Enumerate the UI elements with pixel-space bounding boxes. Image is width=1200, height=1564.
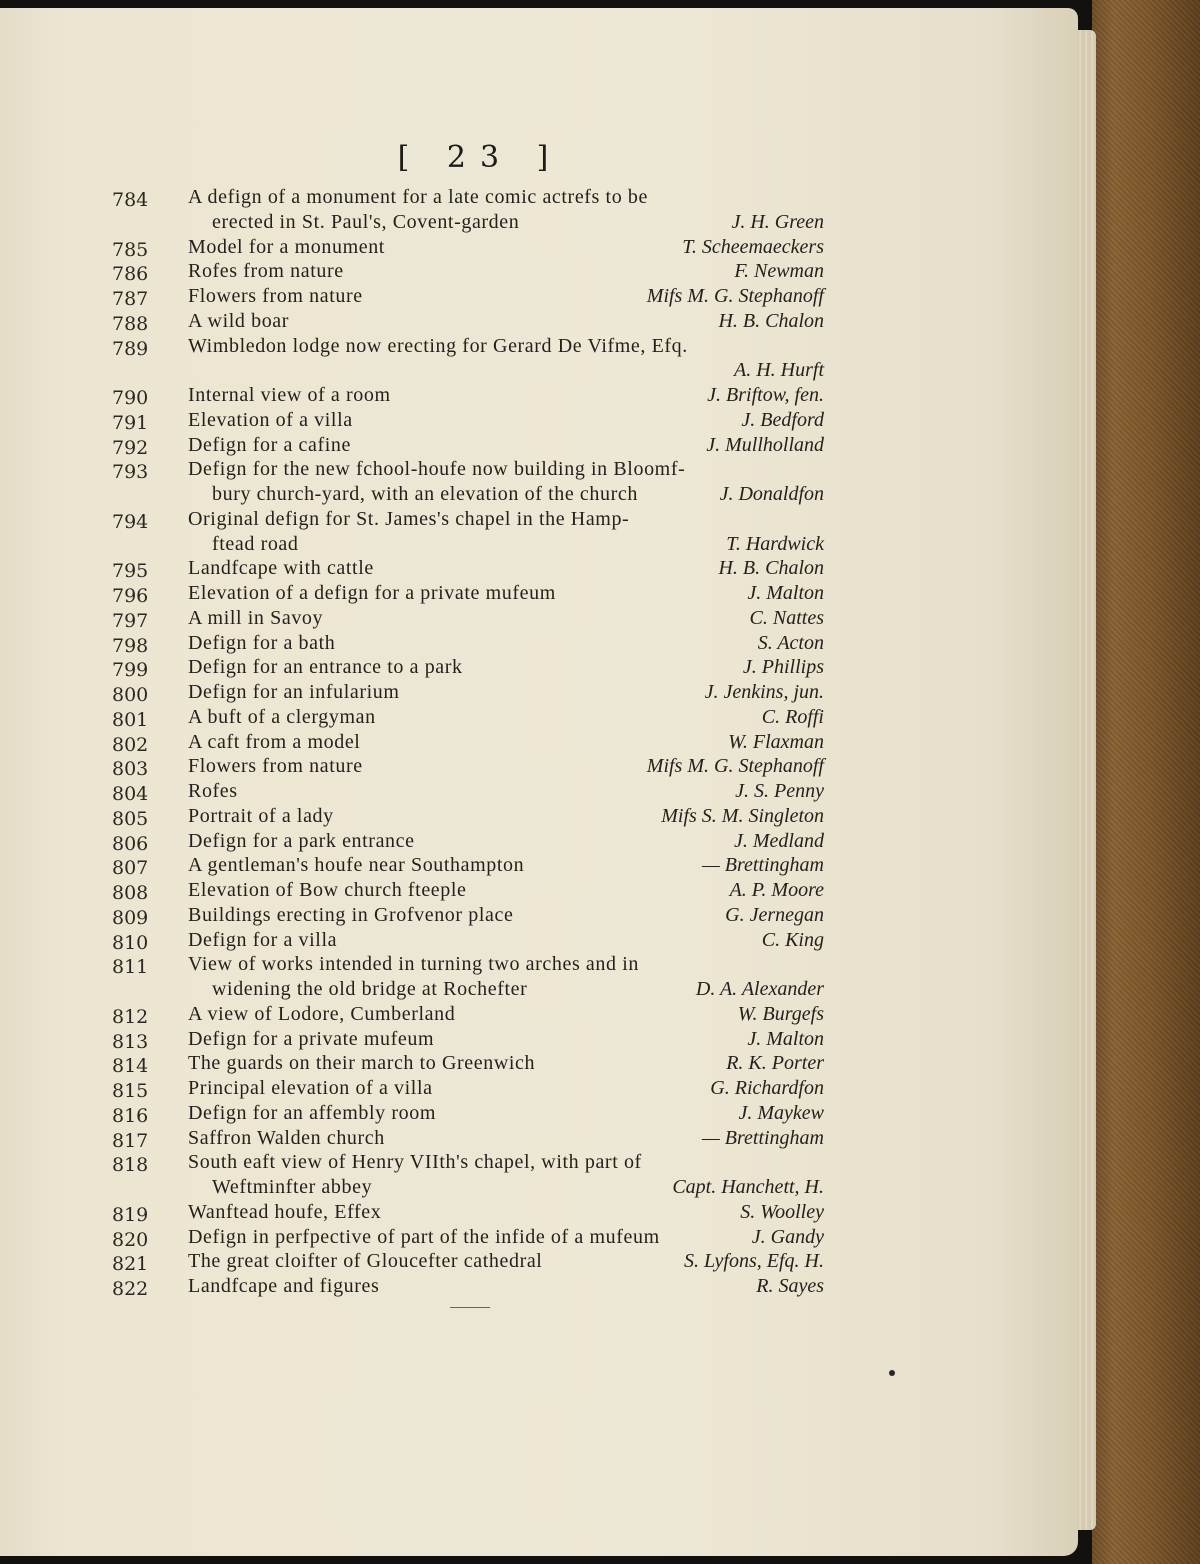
entry-artist: Capt. Hanchett, H.	[672, 1176, 824, 1198]
entry-title: Defign for a cafine	[188, 433, 351, 456]
entry-title: Elevation of a defign for a private mufeum	[188, 582, 556, 604]
book-cover-edge	[1092, 0, 1200, 1564]
entry-artist: J. Phillips	[742, 656, 824, 679]
entry-title: View of works intended in turning two arches and in	[188, 953, 639, 976]
entry-artist: — Brettingham	[701, 854, 824, 877]
entry-title: Elevation of a villa	[188, 408, 353, 431]
entry-title: Flowers from nature	[188, 285, 363, 307]
entry-title: A view of Lodore, Cumberland	[188, 1002, 456, 1025]
entry-number: 793	[112, 461, 149, 484]
entry-title: Internal view of a room	[188, 384, 391, 406]
entry-title: bury church-yard, with an elevation of the church	[212, 483, 638, 505]
entry-artist: J. Donaldfon	[719, 483, 824, 505]
entry-number: 792	[112, 436, 149, 459]
entry-artist: J. Malton	[747, 1027, 824, 1050]
entry-number: 798	[112, 634, 149, 657]
entry-title: widening the old bridge at Rochefter	[212, 978, 528, 1000]
end-rule	[450, 1307, 490, 1308]
entry-artist: C. Nattes	[749, 606, 824, 629]
entry-number: 788	[112, 312, 149, 335]
entry-number: 801	[112, 708, 149, 731]
entry-number: 785	[112, 238, 149, 261]
entry-artist: J. Bedford	[741, 408, 824, 431]
ink-spot	[889, 1370, 895, 1376]
entry-number: 789	[112, 337, 149, 360]
entry-title: Elevation of Bow church fteeple	[188, 879, 467, 901]
entry-title: Rofes from nature	[188, 260, 344, 283]
entry-number: 806	[112, 832, 149, 855]
entry-title: Defign in perfpective of part of the infide of a mufeum	[188, 1225, 660, 1248]
entry-title: Defign for an affembly room	[188, 1101, 436, 1124]
entry-number: 784	[112, 189, 149, 211]
entry-artist: Mifs M. G. Stephanoff	[646, 285, 824, 307]
entry-number: 816	[112, 1104, 149, 1127]
entry-title: A mill in Savoy	[188, 606, 324, 629]
entry-title: A wild boar	[188, 309, 290, 332]
entry-artist: J. S. Penny	[735, 780, 824, 802]
entry-number: 808	[112, 882, 149, 904]
entry-title: Weftminfter abbey	[212, 1176, 373, 1198]
entry-title: Principal elevation of a villa	[188, 1077, 433, 1099]
entry-artist: W. Burgefs	[737, 1002, 824, 1025]
entry-artist: A. P. Moore	[729, 879, 824, 901]
entry-title: Landfcape and figures	[188, 1275, 380, 1297]
entry-artist: A. H. Hurft	[734, 359, 824, 382]
entry-number: 794	[112, 510, 149, 533]
entry-artist: J. Malton	[747, 582, 824, 604]
entry-title: Defign for an infularium	[188, 681, 400, 703]
entry-artist: H. B. Chalon	[718, 557, 824, 580]
entry-number: 790	[112, 387, 149, 409]
entry-title: Defign for the new fchool-houfe now building in Bloomf-	[188, 458, 686, 481]
entry-artist: G. Jernegan	[725, 903, 824, 926]
entry-number: 795	[112, 560, 149, 583]
entry-artist: C. King	[761, 928, 824, 951]
entry-title: Original defign for St. James's chapel in the Hamp-	[188, 507, 630, 530]
entry-artist: J. Medland	[734, 829, 824, 852]
entry-artist: — Brettingham	[701, 1126, 824, 1149]
entry-number: 809	[112, 906, 149, 929]
entry-number: 821	[112, 1253, 149, 1276]
entry-number: 787	[112, 288, 149, 310]
entry-artist: J. Maykew	[738, 1101, 824, 1124]
entry-artist: S. Woolley	[740, 1200, 824, 1223]
entry-number: 817	[112, 1129, 149, 1152]
entry-number: 802	[112, 733, 149, 756]
entry-number: 800	[112, 684, 149, 706]
entry-number: 818	[112, 1154, 149, 1177]
entry-number: 813	[112, 1030, 149, 1053]
entry-title: Defign for a villa	[188, 928, 338, 951]
entry-artist: T. Hardwick	[726, 532, 824, 555]
entry-artist: F. Newman	[734, 260, 824, 283]
entry-number: 805	[112, 807, 149, 830]
entry-number: 822	[112, 1278, 149, 1300]
entry-title: Defign for a bath	[188, 631, 336, 654]
entry-title: Buildings erecting in Grofvenor place	[188, 903, 514, 926]
entry-title: Saffron Walden church	[188, 1126, 385, 1149]
entry-number: 799	[112, 659, 149, 682]
entry-title: Defign for an entrance to a park	[188, 656, 463, 679]
entry-title: The great cloifter of Gloucefter cathedral	[188, 1250, 543, 1273]
page-number: [ 23 ]	[397, 140, 563, 175]
entry-artist: C. Roffi	[761, 705, 824, 728]
entry-number: 803	[112, 758, 149, 781]
entry-title: A defign of a monument for a late comic actrefs to be	[188, 186, 648, 208]
entry-number: 812	[112, 1005, 149, 1028]
entry-artist: J. H. Green	[731, 210, 824, 233]
entry-artist: T. Scheemaeckers	[682, 235, 824, 258]
entry-title: ftead road	[212, 532, 299, 555]
entry-title: A gentleman's houfe near Southampton	[188, 854, 525, 877]
entry-title: erected in St. Paul's, Covent-garden	[212, 210, 520, 233]
entry-artist: J. Mullholland	[706, 433, 824, 456]
entry-title: A caft from a model	[188, 730, 361, 753]
entry-artist: H. B. Chalon	[718, 309, 824, 332]
entry-artist: R. Sayes	[756, 1275, 824, 1297]
entry-artist: R. K. Porter	[726, 1052, 824, 1075]
entry-number: 791	[112, 411, 149, 434]
entry-title: Rofes	[188, 780, 238, 802]
entry-artist: Mifs S. M. Singleton	[661, 804, 824, 827]
entry-artist: Mifs M. G. Stephanoff	[646, 755, 824, 778]
entry-number: 804	[112, 783, 149, 805]
entry-title: Model for a monument	[188, 235, 385, 258]
entry-number: 811	[112, 956, 149, 979]
entry-number: 786	[112, 263, 149, 286]
entry-number: 810	[112, 931, 149, 954]
entry-number: 819	[112, 1203, 149, 1226]
entry-title: Wimbledon lodge now erecting for Gerard De Vifme, Efq.	[188, 334, 688, 357]
entry-number: 820	[112, 1228, 149, 1251]
entry-title: Portrait of a lady	[188, 804, 334, 827]
entry-title: Wanftead houfe, Effex	[188, 1200, 382, 1223]
entry-artist: G. Richardfon	[710, 1077, 824, 1099]
entry-title: Defign for a park entrance	[188, 829, 415, 852]
entry-title: A buft of a clergyman	[188, 705, 376, 728]
entry-number: 797	[112, 609, 149, 632]
entry-artist: J. Jenkins, jun.	[704, 681, 824, 703]
entry-title: The guards on their march to Greenwich	[188, 1052, 536, 1075]
entry-number: 807	[112, 857, 149, 880]
entry-number: 796	[112, 585, 149, 607]
entry-number: 815	[112, 1080, 149, 1102]
book-page	[0, 8, 1078, 1556]
entry-artist: W. Flaxman	[728, 730, 824, 753]
entry-artist: S. Acton	[757, 631, 824, 654]
entry-artist: D. A. Alexander	[695, 978, 824, 1000]
entry-number: 814	[112, 1055, 149, 1078]
entry-artist: J. Gandy	[751, 1225, 824, 1248]
entry-title: Defign for a private mufeum	[188, 1027, 435, 1050]
entry-title: South eaft view of Henry VIIth's chapel, with part of	[188, 1151, 642, 1174]
entry-artist: S. Lyfons, Efq. H.	[684, 1250, 824, 1273]
entry-title: Landfcape with cattle	[188, 557, 374, 580]
entry-artist: J. Briftow, fen.	[707, 384, 824, 406]
entry-title: Flowers from nature	[188, 755, 363, 778]
